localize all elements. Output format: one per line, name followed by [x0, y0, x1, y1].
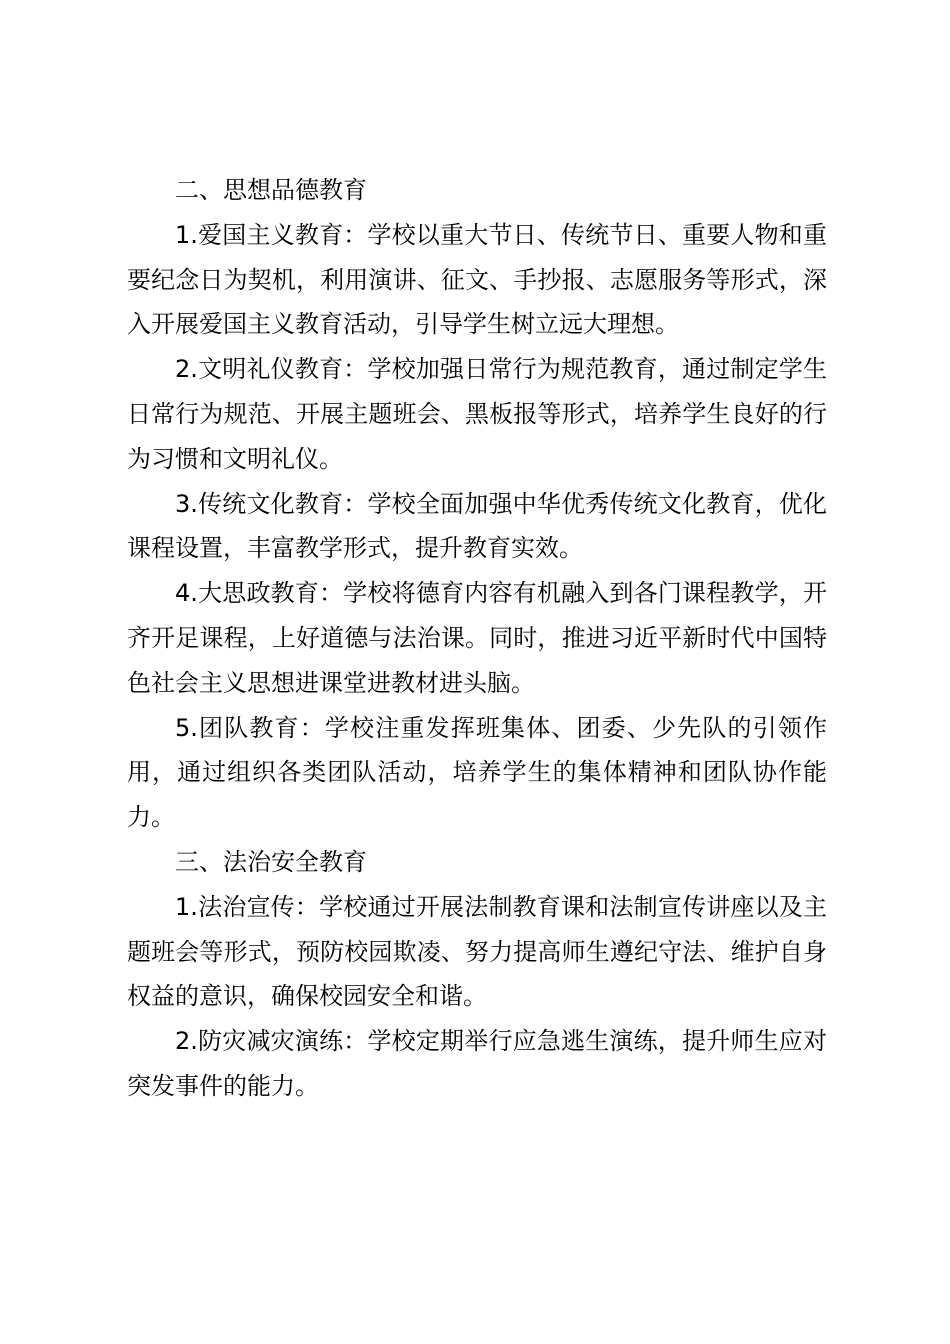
paragraph-disaster-drill: 2.防灾减灾演练：学校定期举行应急逃生演练，提升师生应对突发事件的能力。	[127, 1027, 827, 1100]
paragraph-traditional-culture-education: 3.传统文化教育：学校全面加强中华优秀传统文化教育，优化课程设置，丰富教学形式，提升教育实效。	[127, 489, 827, 563]
document-body	[127, 168, 827, 1109]
paragraph-ideological-education: 4.大思政教育：学校将德育内容有机融入到各门课程教学，开齐开足课程，上好道德与法治课。同时，推进习近平新时代中国特色社会主义思想进课堂进教材进头脑。	[127, 579, 827, 697]
paragraph-etiquette-education: 2.文明礼仪教育：学校加强日常行为规范教育，通过制定学生日常行为规范、开展主题班会、黑板报等形式，培养学生良好的行为习惯和文明礼仪。	[127, 355, 827, 473]
paragraph-patriotism-education: 1.爱国主义教育：学校以重大节日、传统节日、重要人物和重要纪念日为契机，利用演讲、征文、手抄报、志愿服务等形式，深入开展爱国主义教育活动，引导学生树立远大理想。	[127, 220, 827, 339]
section-heading-law-safety-education: 三、法治安全教育	[175, 847, 367, 876]
section-heading-moral-education: 二、思想品德教育	[175, 176, 367, 204]
paragraph-law-publicity: 1.法治宣传：学校通过开展法制教育课和法制宣传讲座以及主题班会等形式，预防校园欺凌、努力提高师生遵纪守法、维护自身权益的意识，确保校园安全和谐。	[127, 892, 827, 1011]
paragraph-team-education: 5.团队教育：学校注重发挥班集体、团委、少先队的引领作用，通过组织各类团队活动，培养学生的集体精神和团队协作能力。	[127, 713, 827, 832]
